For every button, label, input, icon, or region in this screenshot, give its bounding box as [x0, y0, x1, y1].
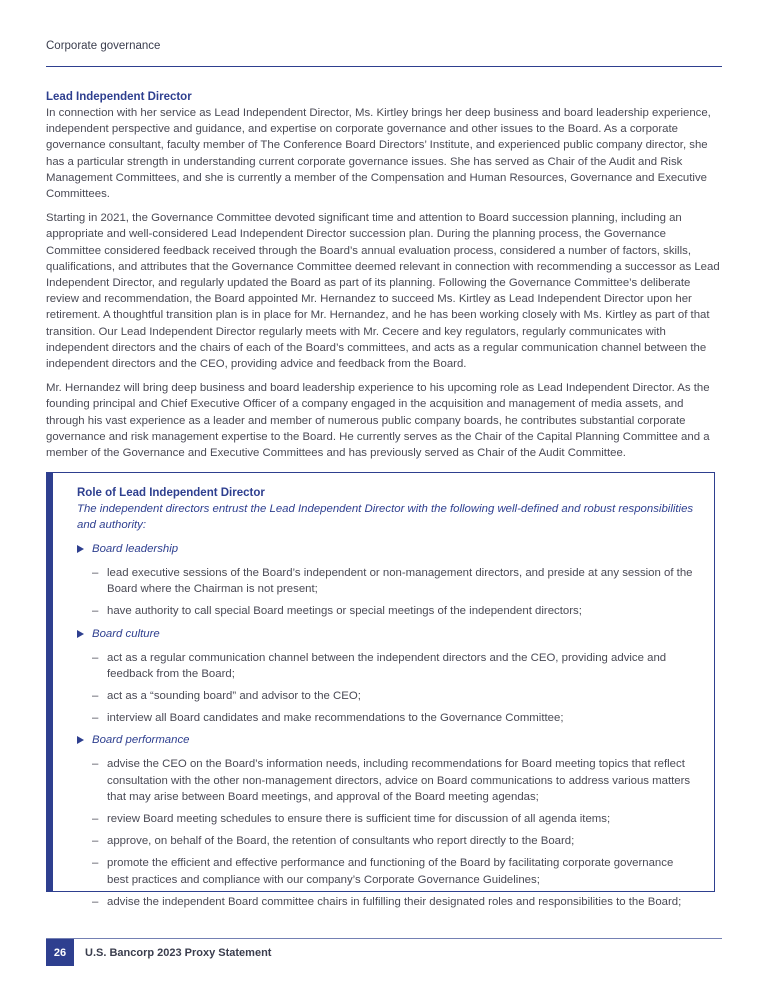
category-title: Board leadership — [92, 543, 179, 555]
dash-bullet: – — [92, 605, 99, 618]
list-item: – advise the independent Board committee chairs in fulfilling their designated roles and responsibilities to the Board; — [92, 894, 696, 910]
list-item: – advise the CEO on the Board’s information needs, including recommendations for Board meeting topics that reflect consultation with the other non-management directors, advice on Board communications to address various matters that may arise between Board meetings, and approval of the Board meeting agendas; — [92, 756, 696, 805]
dash-bullet: – — [92, 690, 99, 703]
page-header — [46, 36, 722, 67]
lead-director-section — [46, 89, 722, 469]
triangle-bullet-icon — [77, 545, 84, 553]
list-item: – act as a “sounding board” and advisor to the CEO; — [92, 688, 696, 704]
dash-bullet: – — [92, 758, 99, 771]
list-item: – act as a regular communication channel between the independent directors and the CEO, providing advice and feedback from the Board; — [92, 650, 696, 682]
list-item: – approve, on behalf of the Board, the retention of consultants who report directly to the Board; — [92, 833, 696, 849]
triangle-bullet-icon — [77, 736, 84, 744]
dash-bullet: – — [92, 567, 99, 579]
list-item: – have authority to call special Board meetings or special meetings of the independent directors; — [92, 603, 696, 619]
list-item: – lead executive sessions of the Board’s independent or non-management directors, and preside at any session of the Board where the Chairman is not present; — [92, 565, 696, 597]
list-item: – promote the efficient and effective performance and functioning of the Board by facilitating corporate governance best practices and compliance with our company’s Corporate Governance Guidelines; — [92, 855, 696, 887]
category-title: Board culture — [92, 627, 160, 640]
paragraph: Starting in 2021, the Governance Committee devoted significant time and attention to Board succession planning, including an appropriate and well-considered Lead Independent Director succession plan. During the planning process, the Governance Committee considered feedback received through the Board’s annual evaluation process, considered a number of factors, skills, qualifications, and attributes that the Governance Committee deemed relevant in connection with recommending a successor as Lead Independent Director, and regularly updated the Board as part of its planning. Following the Governance Committee’s deliberate review and recommendation, the Board appointed Mr. Hernandez to succeed Ms. Kirtley as Lead Independent Director upon her retirement. A thoughtful transition plan is in place for Mr. Hernandez, and he has been working closely with Ms. Kirtley as part of that transition. Our Lead Independent Director regularly meets with Mr. Cecere and key regulators, regularly communicates with independent directors and the chairs of each of the Board’s committees, and acts as a regular communication channel between the independent directors and the CEO, providing advice and feedback from the Board. — [46, 212, 720, 371]
category-title: Board performance — [92, 734, 190, 747]
dash-bullet: – — [92, 895, 99, 908]
triangle-bullet-icon — [77, 630, 84, 638]
dash-bullet: – — [92, 857, 99, 870]
dash-bullet: – — [92, 835, 99, 848]
role-box-title: Role of Lead Independent Director — [77, 487, 265, 499]
section-header: Corporate governance — [46, 40, 161, 52]
list-item: – interview all Board candidates and make recommendations to the Governance Committee; — [92, 710, 696, 726]
dash-bullet: – — [92, 651, 99, 664]
role-callout-box — [46, 472, 715, 908]
category-board-leadership — [77, 541, 696, 620]
role-box-intro: The independent directors entrust the Lead Independent Director with the following well-defined and robust responsibilities and authority: — [77, 503, 694, 531]
list-item: – review Board meeting schedules to ensure there is sufficient time for discussion of all agenda items; — [92, 811, 696, 827]
category-board-performance — [77, 732, 696, 910]
dash-bullet: – — [92, 712, 99, 725]
section-title: Lead Independent Director — [46, 91, 192, 103]
page-number: 26 — [46, 939, 74, 966]
paragraph: Mr. Hernandez will bring deep business and board leadership experience to his upcoming role as Lead Independent Director. As the founding principal and Chief Executive Officer of a company engaged in the acquisition and management of media assets, and through his vast experience as a leader and member of numerous public company boards, he contributes substantial corporate governance and risk management expertise to the Board. He currently serves as the Chair of the Capital Planning Committee and a member of the Governance and Executive Committees and has previously served as Chair of the Audit Committee. — [46, 382, 710, 460]
dash-bullet: – — [92, 813, 99, 826]
category-board-culture — [77, 626, 696, 727]
paragraph: In connection with her service as Lead Independent Director, Ms. Kirtley brings her deep business and board leadership experience, independent perspective and guidance, and expertise on corporate governance and other issues to the Board. As a corporate governance consultant, faculty member of The Conference Board Directors’ Institute, and experienced public company director, she has a particular strength in understanding current corporate governance issues. She has served as Chair of the Audit and Risk Management Committees, and she is currently a member of the Compensation and Human Resources, Governance and Executive Committees. — [46, 107, 711, 201]
document-title: U.S. Bancorp 2023 Proxy Statement — [85, 946, 272, 959]
page-footer — [46, 938, 722, 966]
